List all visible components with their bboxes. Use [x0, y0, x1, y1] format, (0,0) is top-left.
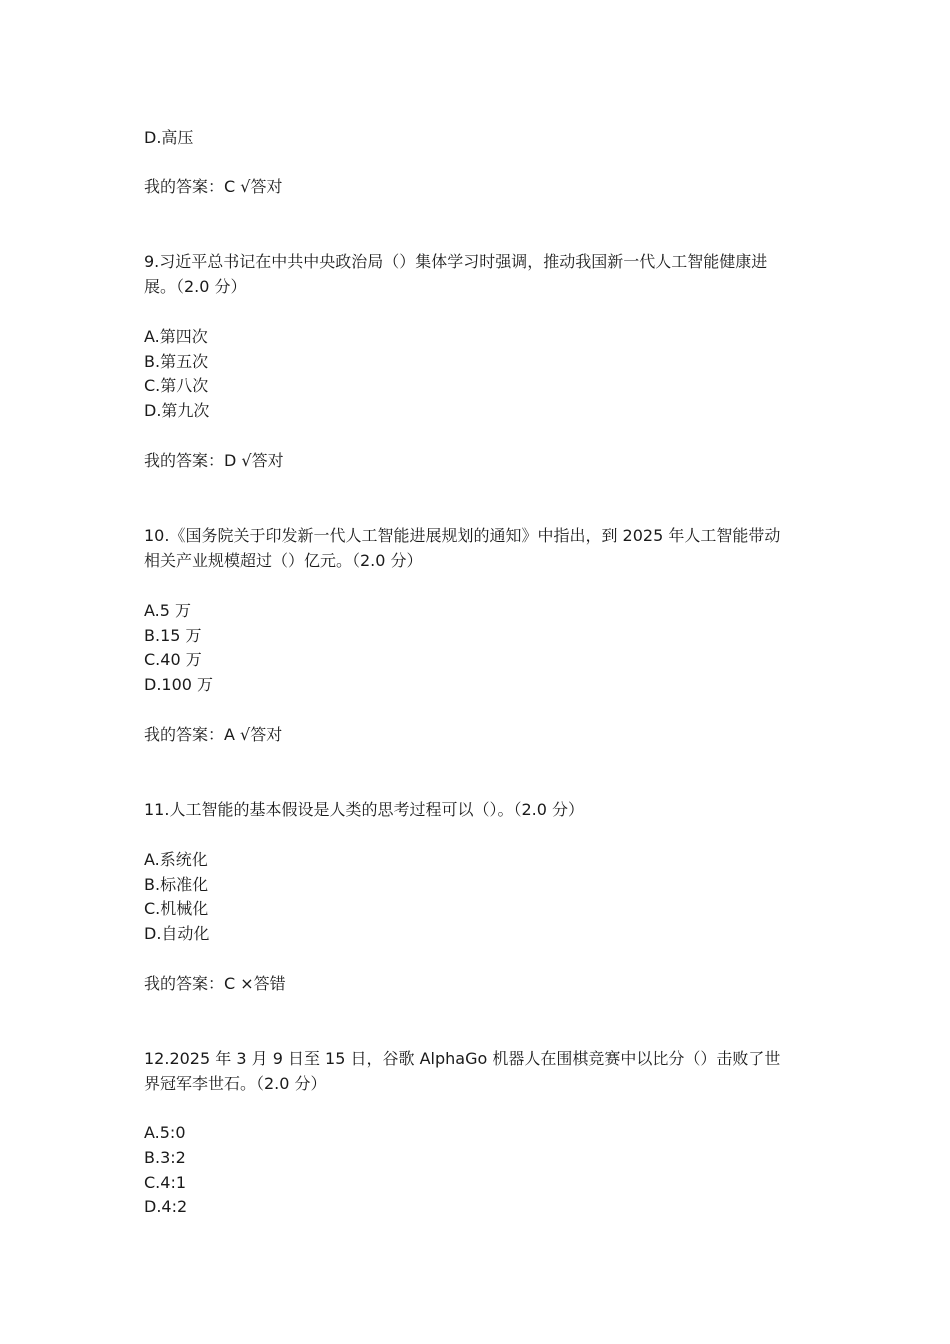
q12-stem-line1: 12.2025 年 3 月 9 日至 15 日，谷歌 AlphaGo 机器人在围棋竞赛中以比分（）击败了世 — [144, 1049, 781, 1068]
q11-stem-line1: 11.人工智能的基本假设是人类的思考过程可以（）。（2.0 分） — [144, 800, 584, 819]
q10-option-a: A.5 万 — [144, 601, 192, 620]
q9-option-d: D.第九次 — [144, 401, 210, 420]
q12-option-c: C.4:1 — [144, 1173, 187, 1192]
q12-stem-line2: 界冠军李世石。（2.0 分） — [144, 1074, 327, 1093]
q9-stem-line1: 9.习近平总书记在中共中央政治局（）集体学习时强调，推动我国新一代人工智能健康进 — [144, 252, 768, 271]
q9-option-a: A.第四次 — [144, 327, 208, 346]
q9-stem-line2: 展。（2.0 分） — [144, 277, 247, 296]
q11-option-a: A.系统化 — [144, 850, 208, 869]
q12-option-d: D.4:2 — [144, 1197, 188, 1216]
q10-option-c: C.40 万 — [144, 650, 202, 669]
q8-my-answer: 我的答案：C √答对 — [144, 177, 283, 196]
q9-option-b: B.第五次 — [144, 352, 209, 371]
q12-option-b: B.3:2 — [144, 1148, 186, 1167]
q12-option-a: A.5:0 — [144, 1123, 186, 1142]
q9-option-c: C.第八次 — [144, 376, 209, 395]
q10-option-d: D.100 万 — [144, 675, 214, 694]
q10-stem-line2: 相关产业规模超过（）亿元。（2.0 分） — [144, 551, 423, 570]
q8-option-d: D.高压 — [144, 128, 194, 147]
q10-my-answer: 我的答案：A √答对 — [144, 725, 283, 744]
q9-my-answer: 我的答案：D √答对 — [144, 451, 284, 470]
q10-stem-line1: 10.《国务院关于印发新一代人工智能进展规划的通知》中指出，到 2025 年人工智能带动 — [144, 526, 781, 545]
q10-option-b: B.15 万 — [144, 626, 202, 645]
q11-option-d: D.自动化 — [144, 924, 210, 943]
q11-my-answer: 我的答案：C ×答错 — [144, 974, 286, 993]
q11-option-b: B.标准化 — [144, 875, 209, 894]
q11-option-c: C.机械化 — [144, 899, 209, 918]
